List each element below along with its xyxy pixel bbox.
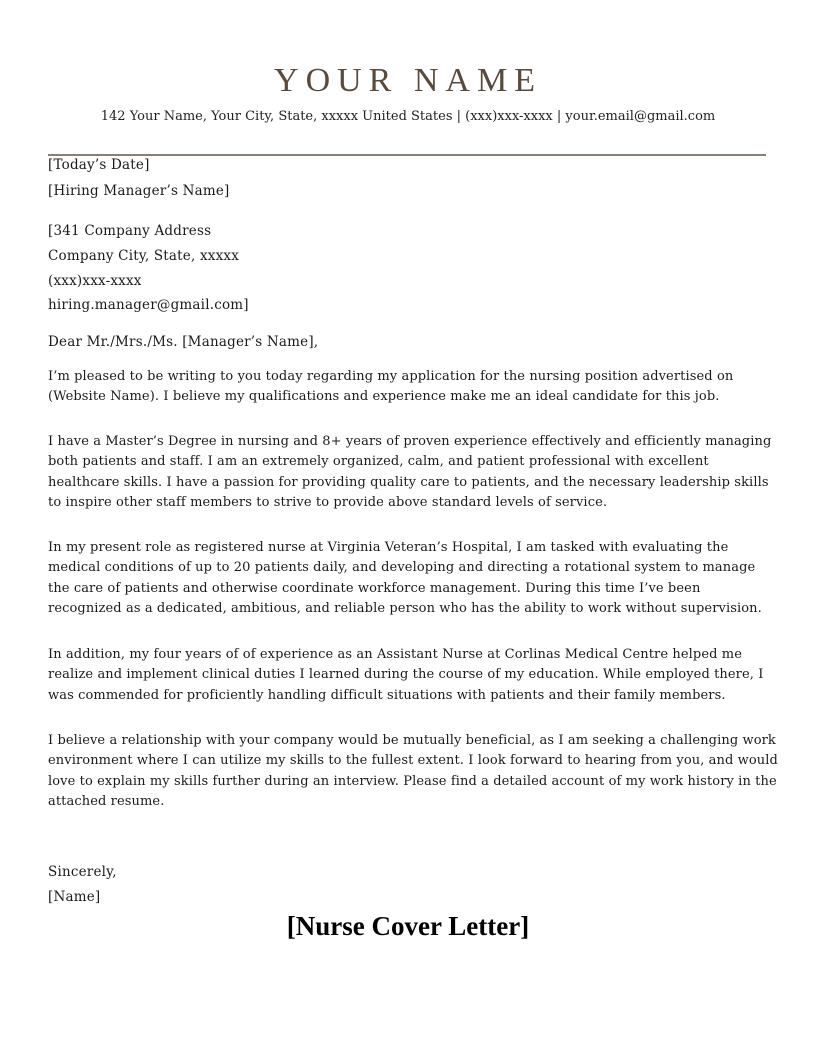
company-phone: (xxx)xxx-xxxx xyxy=(48,273,142,289)
hiring-manager-name: [Hiring Manager’s Name] xyxy=(48,183,230,199)
body-paragraph: In addition, my four years of of experience as an Assistant Nurse at Corlinas Medical Centre helped me realize and implement clinical duties I learned during the course of my education. While employed there, I was commended for proficiently handling difficult situations with patients and their family members. xyxy=(48,647,764,703)
body-paragraph: I’m pleased to be writing to you today regarding my application for the nursing position advertised on (Website Name). I believe my qualifications and experience make me an ideal candidate for this job. xyxy=(48,369,734,405)
document-title-footer: [Nurse Cover Letter] xyxy=(286,911,530,941)
salutation: Dear Mr./Mrs./Ms. [Manager’s Name], xyxy=(48,334,319,350)
applicant-contact-line: 142 Your Name, Your City, State, xxxxx United States | (xxx)xxx-xxxx | your.email@gmail.com xyxy=(100,109,716,124)
closing-signature: [Name] xyxy=(48,889,101,905)
company-address-line2: Company City, State, xxxxx xyxy=(48,248,240,264)
company-address-line1: [341 Company Address xyxy=(48,223,212,239)
body-paragraph: I have a Master’s Degree in nursing and 8+ years of proven experience effectively and efficiently managing both patients and staff. I am an extremely organized, calm, and patient professional with excellent healthcare skills. I have a passion for providing quality care to patients, and the necessary leadership skills to inspire other staff members to strive to provide above standard levels of service. xyxy=(48,434,772,510)
closing-signoff: Sincerely, xyxy=(48,864,117,880)
date-line: [Today’s Date] xyxy=(48,157,150,173)
header-divider xyxy=(48,154,766,156)
body-paragraph: In my present role as registered nurse at Virginia Veteran’s Hospital, I am tasked with evaluating the medical conditions of up to 20 patients daily, and developing and directing a rotational system to manage the care of patients and otherwise coordinate workforce management. During this time I’ve been recognized as a dedicated, ambitious, and reliable person who has the ability to work without supervision. xyxy=(48,540,762,616)
body-paragraph: I believe a relationship with your company would be mutually beneficial, as I am seeking a challenging work environment where I can utilize my skills to the fullest extent. I look forward to hearing from you, and would love to explain my skills further during an interview. Please find a detailed account of my work history in the attached resume. xyxy=(48,733,778,809)
applicant-name-heading: YOUR NAME xyxy=(274,62,542,99)
company-email: hiring.manager@gmail.com] xyxy=(48,297,249,313)
